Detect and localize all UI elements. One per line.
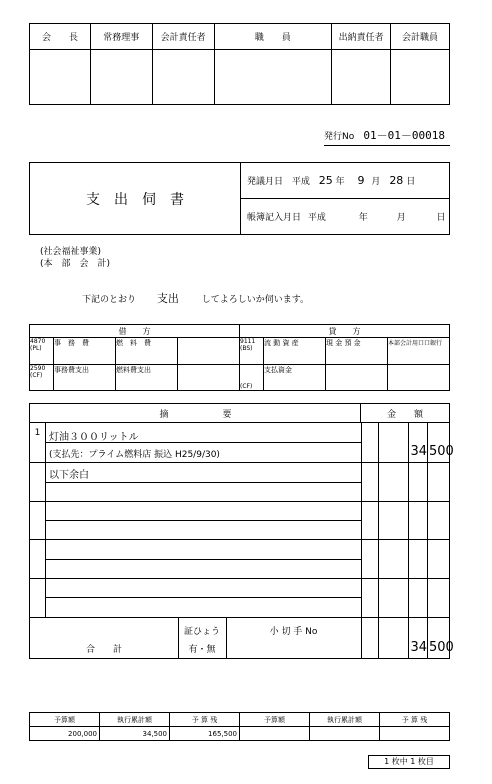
credit-subaccount-bs: 現 金 預 金 <box>326 338 388 365</box>
role-accounting-staff: 会計職員 <box>391 24 450 50</box>
debit-subaccount-cf: 燃料費支出 <box>116 365 178 391</box>
budget-table <box>29 712 450 741</box>
budget-value <box>310 727 380 741</box>
role-accounting-head: 会計責任者 <box>152 24 214 50</box>
proposal-year: 25 <box>318 174 333 187</box>
debit-subaccount-pl: 燃 料 費 <box>116 338 178 365</box>
budget-header: 執行累計額 <box>100 713 170 727</box>
credit-empty <box>388 365 450 391</box>
voucher-value: 有・無 <box>188 645 216 655</box>
org-line1: (社会福祉事業) <box>40 247 102 257</box>
statement <box>82 290 309 306</box>
credit-account-cf: 支払資金 <box>264 365 326 391</box>
role-staff: 職 員 <box>214 24 332 50</box>
proposal-date <box>241 163 450 199</box>
book-date <box>241 199 450 235</box>
col-amount: 金 額 <box>386 410 423 420</box>
book-day-unit: 日 <box>436 213 446 223</box>
item-note: (支払先：プライム燃料店 振込 H25/9/30) <box>49 450 220 460</box>
credit-header: 貸 方 <box>240 325 450 338</box>
statement-suffix: してよろしいか伺います。 <box>201 295 310 305</box>
credit-code-bs: 9111 (BS) <box>240 338 264 365</box>
budget-header: 執行累計額 <box>310 713 380 727</box>
page-title: 支 出 伺 書 <box>30 163 241 235</box>
book-era: 平成 <box>307 213 326 223</box>
year-unit: 年 <box>335 177 345 187</box>
stamp-cell <box>391 50 450 105</box>
total-label: 合 計 <box>85 645 122 655</box>
item-description: 灯油３００リットル <box>49 432 139 443</box>
debit-code-cf: 2590 (CF) <box>30 365 54 391</box>
role-managing-director: 常務理事 <box>90 24 152 50</box>
budget-header: 予算額 <box>240 713 310 727</box>
total-amount-thousands: 34 <box>410 640 427 655</box>
proposal-day: 28 <box>389 174 404 187</box>
item-amount-units: 500 <box>429 444 454 459</box>
stamp-cell <box>152 50 214 105</box>
budget-value: 34,500 <box>100 727 170 741</box>
statement-type: 支出 <box>156 292 179 305</box>
credit-empty <box>326 365 388 391</box>
row-number: 1 <box>34 428 41 438</box>
approval-table <box>29 23 450 105</box>
budget-value <box>380 727 450 741</box>
stamp-cell <box>214 50 332 105</box>
header-table <box>29 162 450 235</box>
check-number-label: 小 切 手 No <box>269 627 318 637</box>
credit-account-bs: 流 動 資 産 <box>264 338 326 365</box>
org-line2: (本 部 会 計) <box>40 259 111 269</box>
role-chairman: 会 長 <box>30 24 91 50</box>
proposal-date-label: 発議月日 <box>247 177 284 187</box>
credit-code-cf: (CF) <box>240 365 264 391</box>
col-summary: 摘 要 <box>159 410 232 420</box>
budget-header: 予 算 残 <box>380 713 450 727</box>
page-count: 1 枚中 1 枚目 <box>368 755 450 769</box>
issue-number <box>324 124 450 146</box>
item-amount-thousands: 34 <box>410 444 427 459</box>
proposal-month: 9 <box>357 174 365 187</box>
stamp-cell <box>30 50 91 105</box>
budget-header: 予算額 <box>30 713 100 727</box>
proposal-era: 平成 <box>291 177 310 187</box>
budget-value: 165,500 <box>170 727 240 741</box>
issue-value: 01－01－00018 <box>363 129 445 142</box>
issue-label: 発行No <box>324 132 355 142</box>
book-date-label: 帳簿記入月日 <box>247 213 302 223</box>
voucher-label: 証ひょう <box>183 627 220 637</box>
stamp-cell <box>90 50 152 105</box>
total-amount-units: 500 <box>429 640 454 655</box>
accounts-table <box>29 324 450 391</box>
role-cashier-head: 出納責任者 <box>332 24 391 50</box>
organization <box>40 246 110 270</box>
debit-empty <box>178 338 240 365</box>
statement-prefix: 下記のとおり <box>82 295 137 305</box>
budget-value: 200,000 <box>30 727 100 741</box>
debit-header: 借 方 <box>30 325 240 338</box>
budget-header: 予 算 残 <box>170 713 240 727</box>
book-month-unit: 月 <box>396 213 406 223</box>
stamp-cell <box>332 50 391 105</box>
remainder-note: 以下余白 <box>49 470 89 481</box>
day-unit: 日 <box>406 177 416 187</box>
credit-bank: 本部会計用口口銀行 <box>388 338 450 365</box>
debit-empty <box>178 365 240 391</box>
debit-account-cf: 事務費支出 <box>54 365 116 391</box>
debit-account-pl: 事 務 費 <box>54 338 116 365</box>
debit-code-pl: 4870 (PL) <box>30 338 54 365</box>
details-table <box>29 403 454 659</box>
month-unit: 月 <box>371 177 381 187</box>
budget-value <box>240 727 310 741</box>
book-year-unit: 年 <box>358 213 368 223</box>
